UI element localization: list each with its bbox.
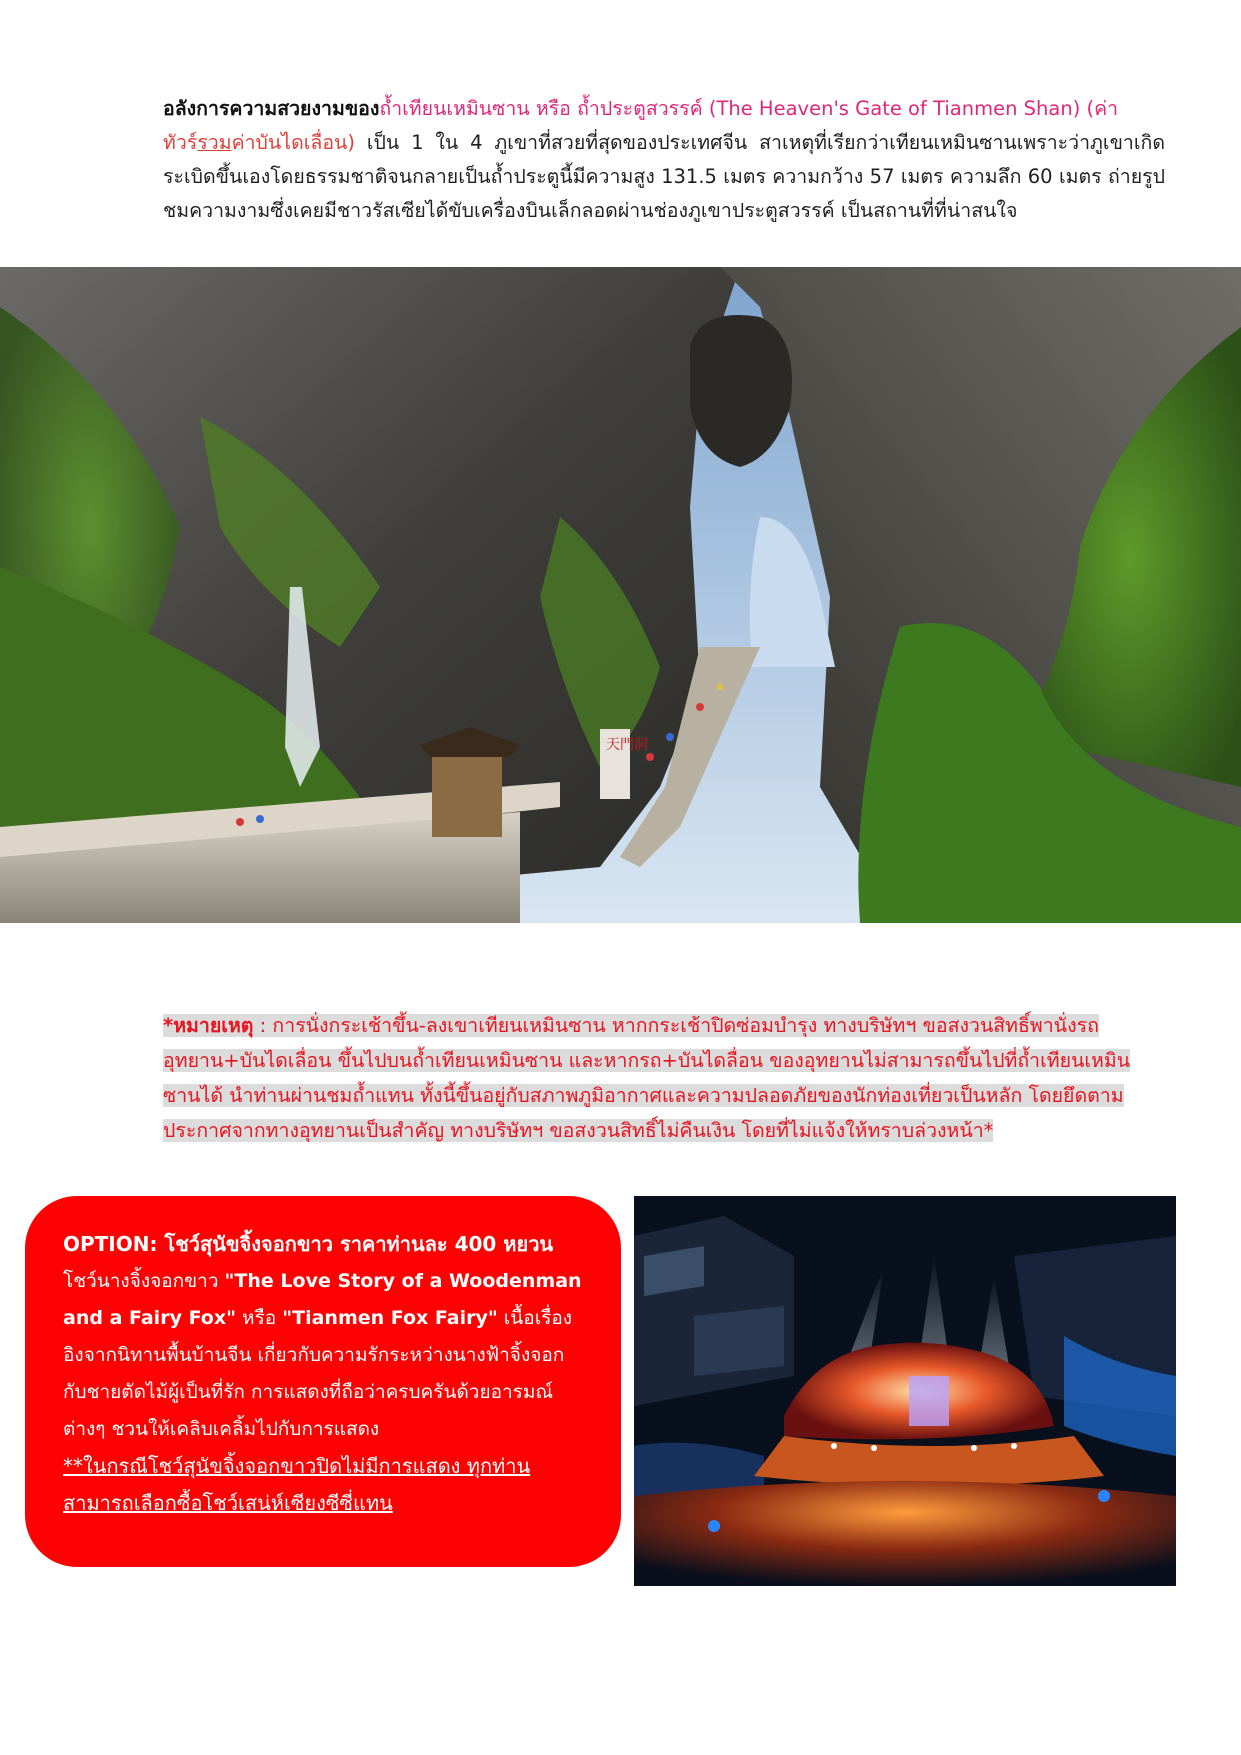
option-show-box	[25, 1196, 621, 1567]
notice-label: *หมายเหตุ	[163, 1013, 254, 1037]
fox-fairy-show-photo	[634, 1196, 1176, 1586]
option-title: OPTION: โชว์สุนัขจิ้งจอกขาว ราคาท่านละ 400 หยวน	[63, 1232, 554, 1256]
option-or: หรือ	[236, 1307, 283, 1329]
intro-body: เป็น 1 ใน 4 ภูเขาที่สวยที่สุดของประเทศจีน สาเหตุที่เรียกว่าเทียนเหมินซานเพราะว่าภูเขาเกิดระเบิดขึ้นเองโดยธรรมชาติจนกลายเป็นถ้ำประตูนี้มีความสูง 131.5 เมตร ความกว้าง 57 เมตร ความลึก 60 เมตร ถ่ายรูปชมความงามซึ่งเคยมีชาวรัสเซียได้ขับเครื่องบินเล็กลอดผ่านช่องภูเขาประตูสวรรค์ เป็นสถานที่ที่น่าสนใจ	[163, 130, 1165, 222]
notice-text: : การนั่งกระเช้าขึ้น-ลงเขาเทียนเหมินซาน หากกระเช้าปิดซ่อมบำรุง ทางบริษัทฯ ขอสงวนสิทธิ์พานั่งรถอุทยาน+บันไดเลื่อน ขึ้นไปบนถ้ำเทียนเหมินซาน และหากรถ+บันไดลื่อน ของอุทยานไม่สามารถขึ้นไปที่ถ้ำเทียนเหมินซานได้ นำท่านผ่านชมถ้ำแทน ทั้งนี้ขึ้นอยู่กับสภาพภูมิอากาศและความปลอดภัยของนักท่องเที่ยวเป็นหลัก โดยยึดตามประกาศจากทางอุทยานเป็นสำคัญ ทางบริษัทฯ ขอสงวนสิทธิ์ไม่คืนเงิน โดยที่ไม่แจ้งให้ทราบล่วงหน้า*	[163, 1013, 1131, 1142]
option-show-name-2: "Tianmen Fox Fairy"	[282, 1307, 498, 1329]
option-show-name-1: "The Love Story of a Woodenman and a Fairy Fox"	[63, 1270, 582, 1329]
intro-lead: อลังการความสวยงามของ	[163, 96, 380, 120]
intro-paragraph	[163, 92, 1165, 228]
option-footnote: **ในกรณีโชว์สุนัขจิ้งจอกขาวปิดไม่มีการแสดง ทุกท่านสามารถเลือกซื้อโชว์เสน่ห์เซียงซีซี่แทน	[63, 1454, 531, 1515]
option-description-text: เนื้อเรื่องอิงจากนิทานพื้นบ้านจีน เกี่ยวกับความรักระหว่างนางฟ้าจิ้งจอกกับชายตัดไม้ผู้เป็นที่รัก การแสดงที่ถือว่าครบครันด้วยอารมณ์ต่างๆ ชวนให้เคลิบเคลิ้มไปกับการแสดง	[63, 1307, 573, 1440]
tianmen-cave-photo	[0, 267, 1241, 923]
gate-sign: 天門洞	[606, 737, 648, 753]
intro-highlight-title: ถ้ำเทียนเหมินซาน หรือ ถ้ำประตูสวรรค์ (The Heaven's Gate of Tianmen Shan) (ค่า	[379, 96, 1119, 120]
intro-highlight-underline: รวม	[197, 130, 232, 154]
intro-highlight-red-2: ค่าบันไดเลื่อน)	[231, 130, 355, 154]
notice-paragraph	[163, 1008, 1165, 1148]
intro-highlight-red-1: ทัวร์	[163, 130, 198, 154]
option-description	[63, 1263, 587, 1448]
option-intro: โชว์นางจิ้งจอกขาว	[63, 1270, 225, 1292]
